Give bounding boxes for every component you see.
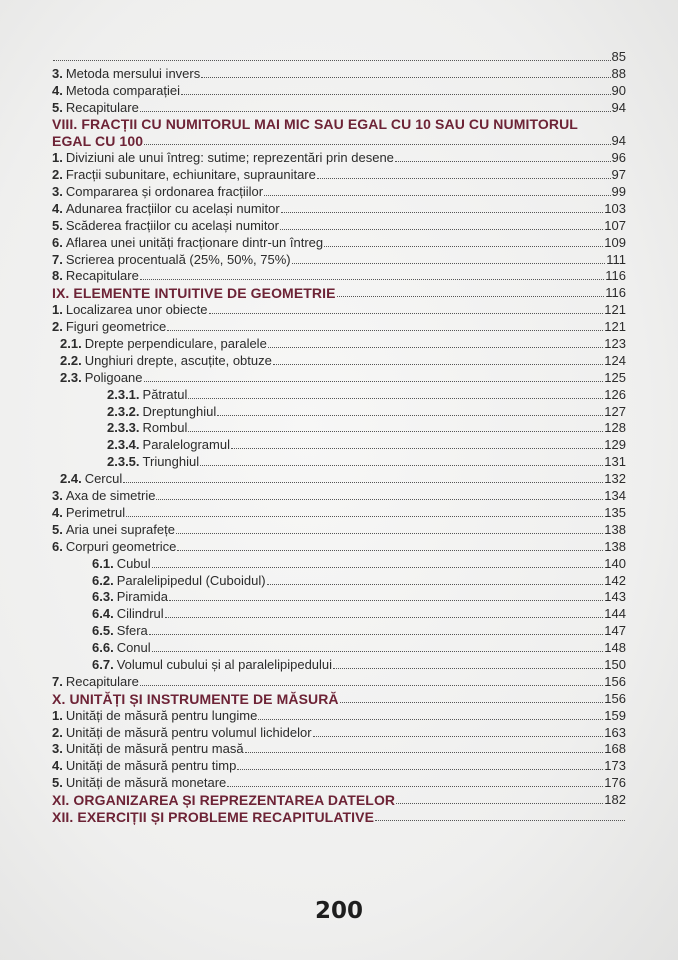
dot-leader [188, 397, 603, 399]
toc-entry-number: 2.4. [60, 471, 82, 487]
toc-entry-label [92, 623, 148, 639]
toc-page-number: 129 [604, 437, 626, 453]
dot-leader [156, 498, 603, 500]
dot-leader [292, 262, 606, 264]
toc-page-number: 173 [604, 758, 626, 774]
toc-entry-number: 2.1. [60, 336, 82, 352]
toc-entry-label [52, 741, 244, 757]
toc-entry-label [52, 488, 155, 504]
toc-entry-label [107, 404, 216, 420]
toc-chapter-heading [52, 116, 626, 133]
toc-entry [52, 656, 626, 673]
toc-page-number: 168 [604, 741, 626, 757]
toc-entry-title: ORGANIZAREA ȘI REPREZENTAREA DATELOR [73, 792, 396, 809]
toc-entry-label [60, 370, 143, 386]
toc-entry [52, 420, 626, 437]
toc-entry-number: 6.1. [92, 555, 114, 571]
dot-leader [227, 785, 603, 787]
toc-entry [52, 200, 626, 217]
toc-entry-label [107, 420, 187, 436]
toc-entry-label [52, 792, 395, 808]
dot-leader [152, 566, 604, 568]
toc-entry-label [60, 353, 272, 369]
toc-entry-title: EXERCIȚII ȘI PROBLEME RECAPITULATIVE [77, 808, 375, 825]
page-number: 200 [314, 898, 363, 924]
toc-page-number: 99 [611, 184, 626, 200]
toc-entry [52, 403, 626, 420]
toc-entry [52, 48, 626, 65]
toc-entry-title: Poligoane [84, 369, 143, 385]
toc-entry [52, 149, 626, 166]
toc-entry [52, 268, 626, 285]
toc-entry-label [52, 201, 280, 217]
toc-entry-label [52, 319, 166, 335]
toc-page-number: 176 [604, 775, 626, 791]
toc-entry-number: 5. [52, 99, 63, 115]
dot-leader [395, 160, 611, 162]
toc-entry-number: 6.2. [92, 572, 114, 588]
toc-entry-label [60, 471, 122, 487]
toc-entry-title: Corpuri geometrice [65, 538, 177, 554]
toc-entry-number: 5. [52, 775, 63, 791]
toc-entry-title: Adunarea fracțiilor cu același numitor [65, 200, 280, 216]
toc-entry-label [52, 133, 143, 149]
dot-leader [264, 194, 610, 196]
toc-page-number: 131 [604, 454, 626, 470]
toc-entry-label [92, 589, 168, 605]
toc-page-number: 103 [604, 200, 626, 216]
toc-entry-title: Triunghiul [142, 454, 200, 470]
toc-entry [52, 724, 626, 741]
toc-entry [52, 453, 626, 470]
dot-leader [200, 464, 603, 466]
toc-entry-label [52, 116, 578, 132]
toc-page-number: 116 [605, 268, 626, 284]
toc-entry-number: 2.3.5. [107, 454, 140, 470]
toc-entry-title: EGAL CU 100 [52, 133, 144, 150]
toc-entry-number: 2. [52, 724, 63, 740]
toc-entry-number: 4. [52, 82, 63, 98]
dot-leader [140, 110, 611, 112]
toc-entry-number: 2.3.3. [107, 420, 140, 436]
toc-entry-title: Dreptunghiul [142, 403, 217, 419]
toc-entry-number: 6. [52, 538, 63, 554]
toc-entry-label [52, 150, 394, 166]
toc-entry-title: Diviziuni ale unui întreg: sutime; reprezentări prin desene [65, 150, 394, 166]
toc-entry-title: Metoda comparației [65, 82, 181, 98]
dot-leader [209, 312, 604, 314]
toc-entry-title: Unghiuri drepte, ascuțite, obtuze [84, 352, 272, 368]
dot-leader [176, 532, 603, 534]
dot-leader [579, 127, 625, 128]
toc-entry [52, 707, 626, 724]
dot-leader [273, 363, 603, 365]
dot-leader [201, 76, 610, 78]
toc-entry-label [107, 437, 230, 453]
toc-entry-title: Paralelipipedul (Cuboidul) [116, 572, 266, 588]
toc-page-number: 124 [604, 352, 626, 368]
toc-entry [52, 99, 626, 116]
table-of-contents [52, 48, 626, 825]
toc-entry-title: Scrierea procentuală (25%, 50%, 75%) [65, 251, 291, 267]
toc-entry-number: 6.6. [92, 640, 114, 656]
dot-leader [152, 650, 604, 652]
toc-entry [52, 504, 626, 521]
toc-entry-label [52, 302, 208, 318]
toc-entry-label [92, 556, 151, 572]
toc-page-number: 126 [604, 386, 626, 402]
toc-entry [52, 251, 626, 268]
toc-entry-number: 2.3.4. [107, 437, 140, 453]
dot-leader [337, 295, 605, 297]
toc-entry-title: ELEMENTE INTUITIVE DE GEOMETRIE [73, 285, 336, 302]
toc-entry-label [52, 235, 323, 251]
toc-entry-number: 5. [52, 521, 63, 537]
toc-entry [52, 605, 626, 622]
toc-entry-number: 2.2. [60, 352, 82, 368]
toc-page-number: 144 [604, 606, 626, 622]
toc-chapter-heading [52, 132, 626, 149]
dot-leader [333, 667, 603, 669]
toc-entry [52, 589, 626, 606]
dot-leader [280, 228, 603, 230]
dot-leader [245, 751, 604, 753]
toc-entry-label [52, 691, 339, 707]
dot-leader [217, 414, 603, 416]
toc-entry-title: UNITĂȚI ȘI INSTRUMENTE DE MĂSURĂ [69, 690, 339, 707]
toc-entry-number: 6.5. [92, 623, 114, 639]
toc-entry-number: 2.3.2. [107, 403, 140, 419]
toc-page-number: 147 [604, 623, 626, 639]
toc-entry [52, 82, 626, 99]
toc-entry [52, 166, 626, 183]
toc-entry-number: 3. [52, 65, 63, 81]
toc-entry [52, 65, 626, 82]
toc-entry-number: 2. [52, 319, 63, 335]
toc-entry [52, 183, 626, 200]
dot-leader [340, 701, 604, 703]
toc-entry-title: Cubul [116, 555, 151, 571]
toc-entry-title: Cercul [84, 471, 123, 487]
dot-leader [149, 633, 604, 635]
toc-page-number: 182 [604, 792, 626, 808]
toc-page-number: 134 [604, 488, 626, 504]
toc-page-number: 116 [605, 285, 626, 301]
toc-page-number: 142 [604, 572, 626, 588]
dot-leader [123, 481, 603, 483]
toc-entry-label [92, 573, 266, 589]
toc-entry-label [52, 505, 125, 521]
toc-page-number: 125 [604, 369, 626, 385]
toc-entry-label [52, 66, 200, 82]
toc-page-number: 90 [611, 82, 626, 98]
toc-entry-title: Paralelogramul [142, 437, 230, 453]
dot-leader [324, 245, 603, 247]
dot-leader [169, 599, 603, 601]
toc-page-number: 132 [604, 471, 626, 487]
toc-entry-number: 3. [52, 184, 63, 200]
toc-entry-number: 3. [52, 741, 63, 757]
toc-entry [52, 386, 626, 403]
toc-entry-title: Localizarea unor obiecte [65, 302, 208, 318]
toc-entry [52, 301, 626, 318]
toc-entry-title: Fracții subunitare, echiunitare, supraunitare [65, 167, 316, 183]
toc-entry-label [107, 454, 199, 470]
dot-leader [231, 447, 603, 449]
toc-entry-number: 2.3. [60, 369, 82, 385]
toc-entry-title: Drepte perpendiculare, paralele [84, 336, 267, 352]
toc-entry-title: Unități de măsură pentru timp [65, 758, 237, 774]
dot-leader [258, 718, 603, 720]
dot-leader [237, 768, 603, 770]
toc-entry-number: 6. [52, 234, 63, 250]
toc-entry-number: 7. [52, 251, 63, 267]
toc-entry-number: 8. [52, 268, 63, 284]
toc-entry-label [52, 522, 175, 538]
toc-entry-label [92, 606, 164, 622]
toc-entry-label [52, 100, 139, 116]
toc-entry-label [52, 725, 312, 741]
toc-entry-title: Piramida [116, 589, 168, 605]
dot-leader [177, 549, 603, 551]
toc-entry-number: 1. [52, 707, 63, 723]
toc-entry [52, 555, 626, 572]
toc-entry [52, 487, 626, 504]
toc-entry [52, 741, 626, 758]
toc-entry-number: 1. [52, 150, 63, 166]
toc-entry [52, 673, 626, 690]
toc-entry-title: Sfera [116, 623, 148, 639]
toc-entry-label [52, 252, 291, 268]
toc-page-number: 150 [604, 656, 626, 672]
toc-page-number: 94 [611, 133, 626, 149]
toc-entry-title: FRACȚII CU NUMITORUL MAI MIC SAU EGAL CU 10 SAU CU NUMITORUL [81, 116, 578, 133]
toc-entry-number: 6.7. [92, 656, 114, 672]
toc-entry-number: XI. [52, 792, 70, 809]
toc-entry [52, 369, 626, 386]
dot-leader [144, 143, 610, 145]
dot-leader [140, 278, 604, 280]
toc-page-number: 85 [611, 48, 626, 64]
toc-page-number: 121 [604, 319, 626, 335]
toc-entry-title: Aflarea unei unități fracționare dintr-un întreg [65, 234, 324, 250]
toc-entry-title: Unități de măsură pentru lungime [65, 707, 258, 723]
toc-page-number: 143 [604, 589, 626, 605]
toc-entry-label [52, 708, 257, 724]
toc-entry [52, 436, 626, 453]
toc-entry [52, 217, 626, 234]
toc-entry-title: Unități de măsură pentru volumul lichidelor [65, 724, 312, 740]
toc-entry-title: Perimetrul [65, 504, 126, 520]
toc-entry-number: 4. [52, 504, 63, 520]
toc-page-number: 111 [606, 251, 626, 267]
toc-entry-title: Unități de măsură monetare [65, 775, 227, 791]
toc-entry-label [52, 674, 139, 690]
dot-leader [375, 819, 625, 821]
toc-entry [52, 774, 626, 791]
toc-page-number: 107 [604, 217, 626, 233]
toc-page-number: 88 [611, 65, 626, 81]
toc-entry-number: 6.3. [92, 589, 114, 605]
dot-leader [267, 583, 604, 585]
toc-entry-number: VIII. [52, 116, 78, 133]
toc-entry-title: Conul [116, 640, 151, 656]
dot-leader [144, 380, 604, 382]
toc-entry-number: XII. [52, 808, 74, 825]
toc-page-number: 128 [604, 420, 626, 436]
toc-entry-number: 2.3.1. [107, 386, 140, 402]
toc-entry-title: Unități de măsură pentru masă [65, 741, 244, 757]
toc-entry-title: Recapitulare [65, 268, 139, 284]
toc-page-number: 127 [604, 403, 626, 419]
toc-entry-label [92, 657, 332, 673]
toc-entry-title: Axa de simetrie [65, 488, 156, 504]
toc-entry-title: Volumul cubului și al paralelipipedului [116, 656, 333, 672]
toc-entry-label [52, 539, 176, 555]
toc-entry-number: 3. [52, 488, 63, 504]
toc-entry-label [52, 285, 336, 301]
dot-leader [181, 93, 611, 95]
toc-entry-title: Recapitulare [65, 673, 139, 689]
toc-chapter-heading [52, 284, 626, 301]
toc-entry-label [52, 809, 374, 825]
dot-leader [126, 515, 603, 517]
toc-page-number: 156 [604, 690, 626, 706]
toc-entry-number: 4. [52, 758, 63, 774]
toc-entry [52, 521, 626, 538]
toc-page-number: 156 [604, 673, 626, 689]
toc-entry-label [52, 758, 236, 774]
dot-leader [317, 177, 611, 179]
dot-leader [188, 430, 603, 432]
toc-page-number: 159 [604, 707, 626, 723]
toc-entry [52, 318, 626, 335]
dot-leader [53, 59, 611, 61]
toc-entry-number: 1. [52, 302, 63, 318]
toc-entry [52, 572, 626, 589]
toc-entry-number: 7. [52, 673, 63, 689]
toc-entry [52, 639, 626, 656]
toc-entry-number: 6.4. [92, 606, 114, 622]
toc-entry-title: Figuri geometrice [65, 319, 167, 335]
toc-entry-title: Cilindrul [116, 606, 164, 622]
toc-page-number: 138 [604, 538, 626, 554]
dot-leader [313, 735, 604, 737]
toc-entry [52, 352, 626, 369]
toc-page-number: 121 [604, 302, 626, 318]
toc-page-number: 109 [604, 234, 626, 250]
toc-entry-label [52, 167, 316, 183]
dot-leader [165, 616, 604, 618]
toc-page-number: 163 [604, 724, 626, 740]
toc-entry-label [52, 184, 263, 200]
toc-entry-label [52, 775, 226, 791]
toc-entry-number: X. [52, 690, 66, 707]
toc-entry-number: 4. [52, 200, 63, 216]
toc-entry-title: Aria unei suprafețe [65, 521, 175, 537]
dot-leader [281, 211, 604, 213]
toc-entry-title: Compararea și ordonarea fracțiilor [65, 184, 264, 200]
toc-entry-label [92, 640, 151, 656]
toc-chapter-heading [52, 808, 626, 825]
toc-page-number: 94 [611, 99, 626, 115]
toc-entry-title: Recapitulare [65, 99, 139, 115]
toc-entry-title: Rombul [142, 420, 188, 436]
toc-page-number: 123 [604, 336, 626, 352]
toc-page-number: 97 [611, 167, 626, 183]
toc-entry-number: 2. [52, 167, 63, 183]
toc-page-number: 138 [604, 521, 626, 537]
toc-entry-label [60, 336, 267, 352]
dot-leader [167, 329, 603, 331]
toc-entry-label [52, 83, 180, 99]
toc-entry [52, 757, 626, 774]
toc-page-number: 140 [604, 555, 626, 571]
toc-entry-label [107, 387, 187, 403]
toc-page-number: 148 [604, 640, 626, 656]
toc-entry [52, 622, 626, 639]
toc-entry-title: Scăderea fracțiilor cu același numitor [65, 217, 279, 233]
toc-chapter-heading [52, 690, 626, 707]
dot-leader [268, 346, 603, 348]
toc-entry-label [52, 218, 279, 234]
toc-page-number: 96 [611, 150, 626, 166]
toc-entry-label [52, 268, 139, 284]
toc-entry-title: Pătratul [142, 386, 188, 402]
toc-entry-number: IX. [52, 285, 70, 302]
toc-entry-number: 5. [52, 217, 63, 233]
toc-entry-title: Metoda mersului invers [65, 65, 201, 81]
dot-leader [396, 802, 603, 804]
toc-entry [52, 234, 626, 251]
toc-page-number: 135 [604, 504, 626, 520]
dot-leader [140, 684, 603, 686]
toc-chapter-heading [52, 791, 626, 808]
toc-entry [52, 470, 626, 487]
toc-entry [52, 335, 626, 352]
toc-entry [52, 538, 626, 555]
